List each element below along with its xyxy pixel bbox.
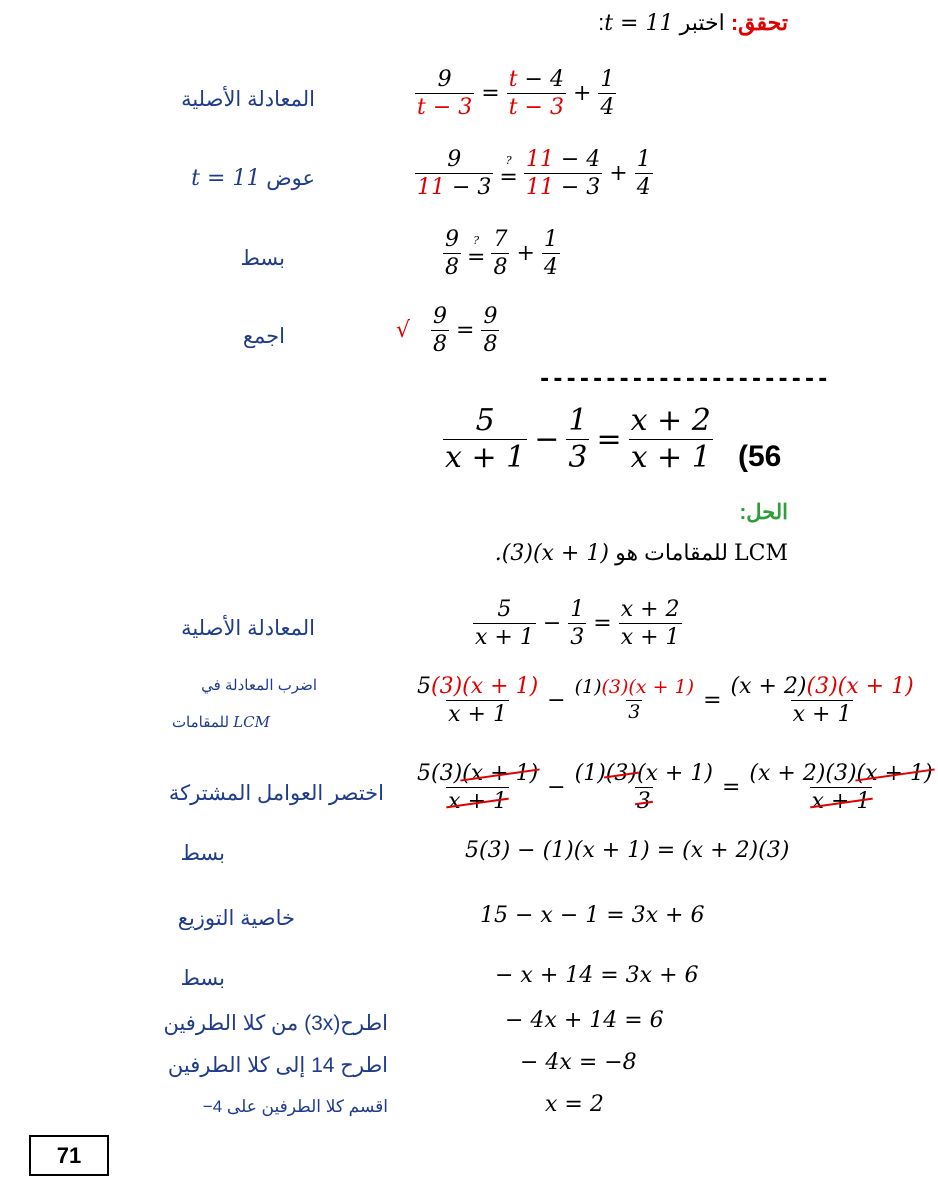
sol-note-multiply-1: اضرب المعادلة في [201, 677, 317, 694]
check-eq-original: $\frac{9}{t - 3}$ = $\frac{t - 4}{t - 3}$ + $\frac{1}{4}$ [417, 67, 615, 121]
sol-eq-original: $\frac{5}{x + 1}$ − $\frac{1}{3}$ = $\frac{x + 2}{x + 1}$ [475, 597, 680, 651]
check-label: تحقق: [730, 10, 788, 35]
sol-note-distribute: خاصية التوزيع [177, 907, 295, 930]
check-note-simplify: بسط [240, 247, 285, 270]
lcm-line [495, 540, 788, 566]
sol-eq-subtract-3x: − 4x + 14 = 6 [505, 1008, 664, 1033]
sol-eq-simplify-2: − x + 14 = 3x + 6 [495, 963, 699, 988]
separator: ---------------------- [538, 367, 830, 392]
page-number: 71 [29, 1135, 109, 1176]
sol-eq-simplify-1: 5(3) − (1)(x + 1) = (x + 2)(3) [465, 838, 790, 863]
check-value: t = 11 [604, 11, 674, 36]
check-note-original: المعادلة الأصلية [181, 88, 315, 111]
check-note-substitute [191, 166, 315, 191]
sol-note-divide: اقسم كلا الطرفين على 4− [202, 1097, 388, 1116]
sol-note-subtract-3x: اطرح(3x) من كلا الطرفين [163, 1012, 388, 1035]
sol-note-cancel: اختصر العوامل المشتركة [168, 782, 384, 805]
sol-eq-distribute: 15 − x − 1 = 3x + 6 [480, 903, 705, 928]
lcm-word: LCM [734, 541, 788, 566]
sol-eq-cancel: $\frac{5(3)(x + 1)}{x + 1}$ − $\frac{(1)(3)(x + 1)}{3}$ = $\frac{(x + 2)(3)(x + 1)}{x + 1}$ [417, 761, 933, 815]
problem-equation: $\frac{5}{x + 1}$ − $\frac{1}{3}$ = $\frac{x + 2}{x + 1}$ [445, 403, 711, 475]
sol-note-multiply-2 [172, 713, 270, 731]
sol-eq-subtract-14: − 4x = −8 [520, 1050, 637, 1075]
check-eq-add: √ $\frac{9}{8}$ = $\frac{9}{8}$ [396, 304, 498, 358]
check-text: اختبر [679, 10, 725, 35]
sol-eq-multiply: $\frac{5(3)(x + 1)}{x + 1}$ − $\frac{(1)(3)(x + 1)}{3}$ = $\frac{(x + 2)(3)(x + 1)}{x + 1}$ [417, 674, 914, 728]
check-note-substitute-text: عوض [266, 167, 315, 190]
check-note-substitute-value: t = 11 [191, 166, 261, 191]
lcm-intro: للمقامات هو [615, 540, 728, 565]
sol-note-multiply-2-text: للمقامات [171, 714, 230, 731]
sol-note-subtract-14: اطرح 14 إلى كلا الطرفين [167, 1054, 388, 1077]
sol-note-simplify-1: بسط [180, 842, 225, 865]
check-mark: √ [396, 318, 411, 344]
sol-note-simplify-2: بسط [180, 967, 225, 990]
solution-label: الحل: [739, 501, 788, 524]
sol-note-original: المعادلة الأصلية [181, 617, 315, 640]
check-note-add: اجمع [242, 325, 285, 348]
lcm-value: .(3)(x + 1) [494, 541, 609, 566]
check-header: تحقق: اختبر t = 11: [598, 10, 788, 36]
sol-eq-divide: x = 2 [545, 1092, 604, 1117]
check-eq-substitute: $\frac{9}{11 - 3}$ ? = $\frac{11 - 4}{11 - 3}$ + $\frac{1}{4}$ [417, 147, 651, 201]
problem-number: (56 [738, 440, 782, 473]
sol-note-multiply-lcm: LCM [233, 713, 270, 731]
check-eq-simplify: $\frac{9}{8}$ ? = $\frac{7}{8}$ + $\frac{1}{4}$ [445, 227, 558, 281]
